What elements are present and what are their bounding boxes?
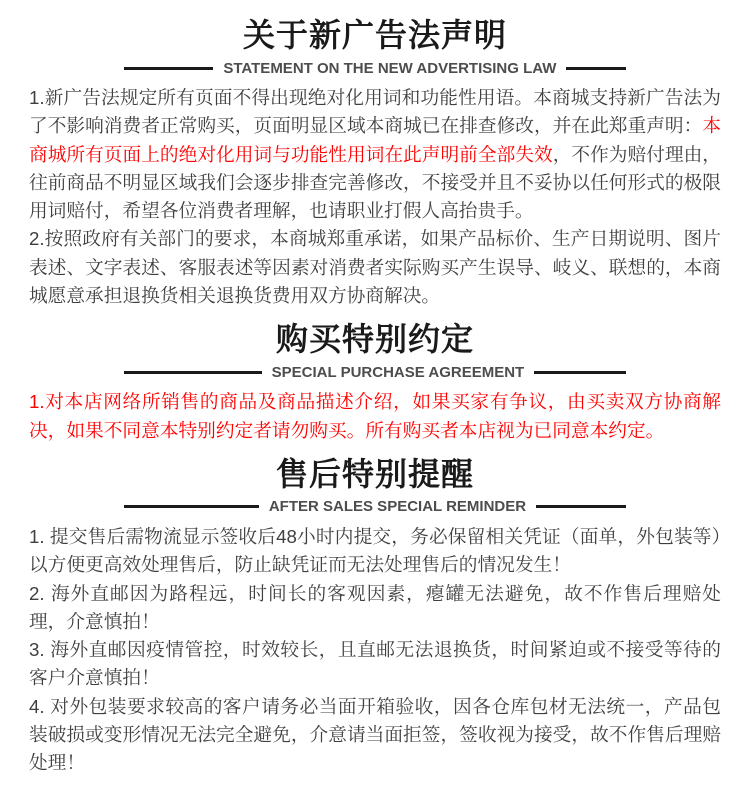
highlighted-text: 1.对本店网络所销售的商品及商品描述介绍，如果买家有争议，由买卖双方协商解决，如果不同意本特别约定者请勿购买。所有购买者本店视为已同意本约定。: [29, 391, 721, 441]
highlighted-text: 本商城所有页面上的绝对化用词与功能性用词在此声明前全部失效: [29, 115, 721, 165]
body-text: ，不作为赔付理由，往前商品不明显区域我们会逐步排查完善修改，不接受并且不妥协以任何形式的极限用词赔付，希望各位消费者理解，也请职业打假人高抬贵手。: [29, 143, 721, 222]
section-subtitle: AFTER SALES SPECIAL REMINDER: [268, 498, 527, 516]
section-title: 购买特别约定: [275, 321, 474, 358]
body-text: 2.按照政府有关部门的要求，本商城郑重承诺，如果产品标价、生产日期说明、图片表述、文字表述、客服表述等因素对消费者实际购买产生误导、岐义、联想的，本商城愿意承担退换货相关退换货费用双方协商解决。: [29, 228, 721, 307]
body-text: 1. 提交售后需物流显示签收后48小时内提交，务必保留相关凭证（面单，外包装等）以方便更高效处理售后，防止缺凭证而无法处理售后的情况发生！: [29, 525, 721, 576]
section-body: [0, 84, 750, 310]
paragraph: [29, 693, 721, 778]
section-divider: [124, 60, 626, 76]
body-text: 3. 海外直邮因疫情管控，时效较长，且直邮无法退换货，时间紧迫或不接受等待的客户介意慎拍！: [29, 639, 721, 689]
page-title: 关于新广告法声明: [242, 17, 507, 53]
divider-line-left: [124, 67, 213, 70]
divider-line-left: [124, 371, 262, 374]
section-purchase-agreement: [0, 318, 750, 445]
section-body: [0, 388, 750, 445]
paragraph: [29, 225, 721, 310]
paragraph: [29, 636, 721, 693]
divider-line-left: [124, 505, 259, 508]
divider-line-right: [534, 371, 626, 374]
body-text: 2. 海外直邮因为路程远，时间长的客观因素，瘪罐无法避免，故不作售后理赔处理，介意慎拍！: [29, 582, 721, 632]
section-divider: [124, 364, 626, 380]
section-after-sales: [0, 453, 750, 778]
divider-line-right: [536, 505, 626, 508]
body-text: 4. 对外包装要求较高的客户请务必当面开箱验收，因各仓库包材无法统一，产品包装破损或变形情况无法完全避免，介意请当面拒签，签收视为接受，故不作售后理赔处理！: [29, 695, 721, 774]
paragraph: [29, 84, 721, 225]
paragraph: [29, 580, 721, 637]
section-title: 售后特别提醒: [275, 455, 474, 492]
body-text: 1.新广告法规定所有页面不得出现绝对化用词和功能性用语。本商城支持新广告法为了不影响消费者正常购买，页面明显区域本商城已在排查修改，并在此郑重声明：: [29, 87, 721, 137]
paragraph: [29, 523, 721, 580]
section-advertising-law: [0, 14, 750, 310]
section-subtitle: SPECIAL PURCHASE AGREEMENT: [271, 363, 525, 381]
section-body: [0, 523, 750, 778]
paragraph: [29, 388, 721, 445]
section-subtitle: STATEMENT ON THE NEW ADVERTISING LAW: [223, 59, 557, 77]
divider-line-right: [566, 67, 626, 70]
section-divider: [124, 499, 626, 515]
